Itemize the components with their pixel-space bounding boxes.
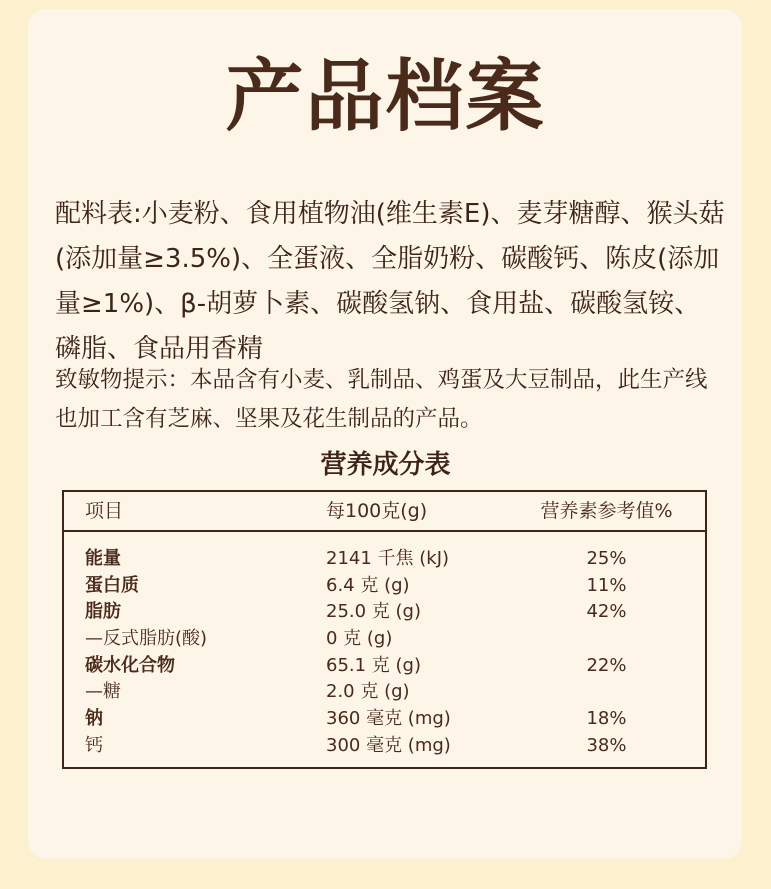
table-row [64, 599, 705, 626]
row-item: —糖 [85, 681, 121, 703]
row-nrv: 25% [586, 548, 627, 569]
header-nrv: 营养素参考值% [540, 500, 673, 522]
page-title: 产品档案 [225, 52, 546, 142]
table-row [64, 573, 705, 600]
row-item: 钙 [85, 734, 103, 756]
row-item: 脂肪 [85, 601, 121, 623]
nutrition-table [62, 490, 707, 769]
row-value: 25.0 克 (g) [326, 601, 421, 623]
row-value: 2.0 克 (g) [326, 681, 410, 703]
row-item: 钠 [85, 708, 103, 730]
row-value: 6.4 克 (g) [326, 574, 410, 596]
row-value: 300 毫克 (mg) [326, 734, 451, 756]
table-row [64, 546, 705, 573]
row-nrv: 11% [586, 574, 627, 596]
table-row [64, 653, 705, 680]
row-nrv: 18% [586, 708, 627, 730]
row-nrv: 42% [586, 601, 627, 623]
row-nrv: 22% [586, 654, 627, 676]
header-item: 项目 [85, 500, 124, 522]
header-per-100g: 每100克(g) [326, 500, 428, 522]
row-value: 0 克 (g) [326, 628, 393, 650]
allergen-notice: 致敏物提示：本品含有小麦、乳制品、鸡蛋及大豆制品，此生产线也加工含有芝麻、坚果及花生制品的产品。 [55, 367, 708, 432]
row-item: 碳水化合物 [85, 654, 175, 676]
nutrition-table-title: 营养成分表 [320, 450, 451, 480]
table-row [64, 706, 705, 733]
table-row [64, 733, 705, 760]
nutrition-table-body [64, 546, 705, 760]
row-value: 2141 千焦 (kJ) [326, 548, 450, 569]
row-nrv: 38% [586, 734, 627, 756]
table-row [64, 679, 705, 706]
ingredients-text: 配料表:小麦粉、食用植物油(维生素E)、麦芽糖醇、猴头菇(添加量≥3.5%)、全蛋液、全脂奶粉、碳酸钙、陈皮(添加量≥1%)、β-胡萝卜素、碳酸氢钠、食用盐、碳酸氢铵、磷脂、食品用香精 [55, 199, 725, 364]
nutrition-table-header [64, 492, 705, 532]
table-row [64, 626, 705, 653]
row-item: 能量 [85, 548, 121, 569]
row-item: 蛋白质 [85, 574, 139, 596]
row-value: 360 毫克 (mg) [326, 708, 451, 730]
row-item: —反式脂肪(酸) [85, 628, 208, 650]
row-value: 65.1 克 (g) [326, 654, 421, 676]
